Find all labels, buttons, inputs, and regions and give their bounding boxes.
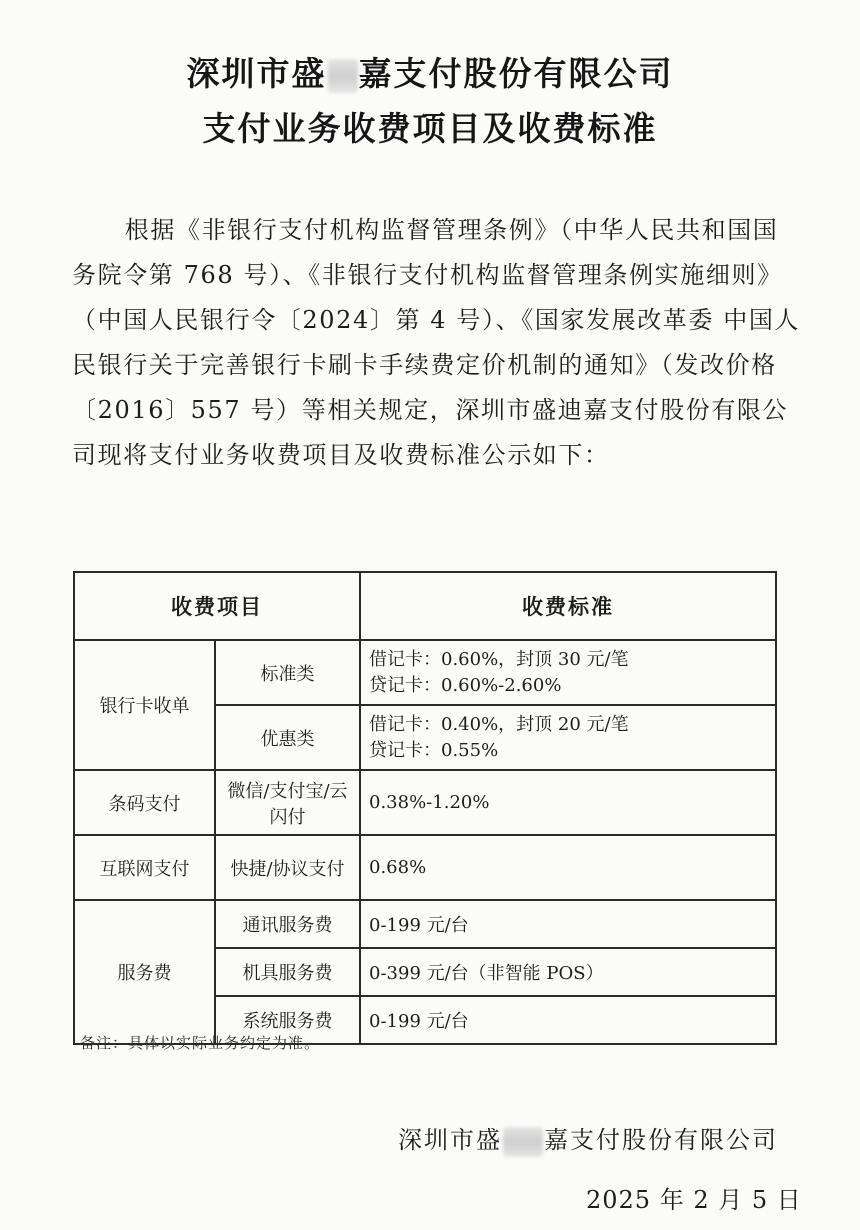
- barcode-rate: 0.38%-1.20%: [360, 770, 776, 835]
- barcode-subtype: 微信/支付宝/云闪付: [215, 770, 360, 835]
- table-header-row: [74, 572, 776, 640]
- discount-debit-line: 借记卡：0.40%，封顶 20 元/笔: [369, 713, 629, 735]
- standard-debit-line: 借记卡：0.60%，封顶 30 元/笔: [369, 648, 629, 670]
- table-row: [74, 900, 776, 948]
- category-service: 服务费: [74, 900, 215, 1044]
- standard-credit-line: 贷记卡：0.60%-2.60%: [369, 674, 562, 696]
- service-item-fee: 0-399 元/台（非智能 POS）: [360, 948, 776, 996]
- standard-rate-cell: [360, 640, 776, 705]
- signature-company-prefix: 深圳市盛: [398, 1126, 502, 1154]
- signature-date: 2025 年 2 月 5 日: [586, 1186, 802, 1214]
- service-item-name: 通讯服务费: [215, 900, 360, 948]
- header-item: 收费项目: [74, 572, 360, 640]
- category-barcode: 条码支付: [74, 770, 215, 835]
- fee-table: [73, 571, 777, 1045]
- table-note: 备注：具体以实际业务约定为准。: [80, 1034, 321, 1052]
- intro-text: 根据《非银行支付机构监督管理条例》（中华人民共和国国务院令第 768 号）、《非银行支付机构监督管理条例实施细则》（中国人民银行令〔2024〕第 4 号）、《国家发展改革委 中国人民银行关于完善银行卡刷卡手续费定价机制的通知》（发改价格〔2016〕557 号）等相关规定，深圳市盛迪嘉支付股份有限公司现将支付业务收费项目及收费标准公示如下：: [72, 216, 801, 469]
- redacted-blur: [503, 1127, 543, 1157]
- service-item-name: 机具服务费: [215, 948, 360, 996]
- table-row: [74, 640, 776, 705]
- service-item-fee: 0-199 元/台: [360, 996, 776, 1044]
- internet-rate: 0.68%: [360, 835, 776, 900]
- table-row: [74, 770, 776, 835]
- intro-paragraph: [72, 208, 802, 478]
- subtype-discount: 优惠类: [215, 705, 360, 770]
- signature-company: [398, 1120, 778, 1157]
- title-company-prefix: 深圳市盛: [186, 54, 327, 93]
- service-item-name: 系统服务费: [215, 996, 360, 1044]
- signature-company-suffix: 嘉支付股份有限公司: [544, 1126, 778, 1154]
- redacted-blur: [328, 59, 358, 93]
- subtype-standard: 标准类: [215, 640, 360, 705]
- category-internet: 互联网支付: [74, 835, 215, 900]
- title-company-suffix: 嘉支付股份有限公司: [358, 54, 674, 93]
- service-item-fee: 0-199 元/台: [360, 900, 776, 948]
- discount-rate-cell: [360, 705, 776, 770]
- internet-subtype: 快捷/协议支付: [215, 835, 360, 900]
- discount-credit-line: 贷记卡：0.55%: [369, 739, 499, 761]
- header-standard: 收费标准: [360, 572, 776, 640]
- document-title-line1: [0, 48, 860, 95]
- table-row: [74, 835, 776, 900]
- category-bank-card: 银行卡收单: [74, 640, 215, 770]
- document-title-line2: 支付业务收费项目及收费标准: [202, 109, 658, 148]
